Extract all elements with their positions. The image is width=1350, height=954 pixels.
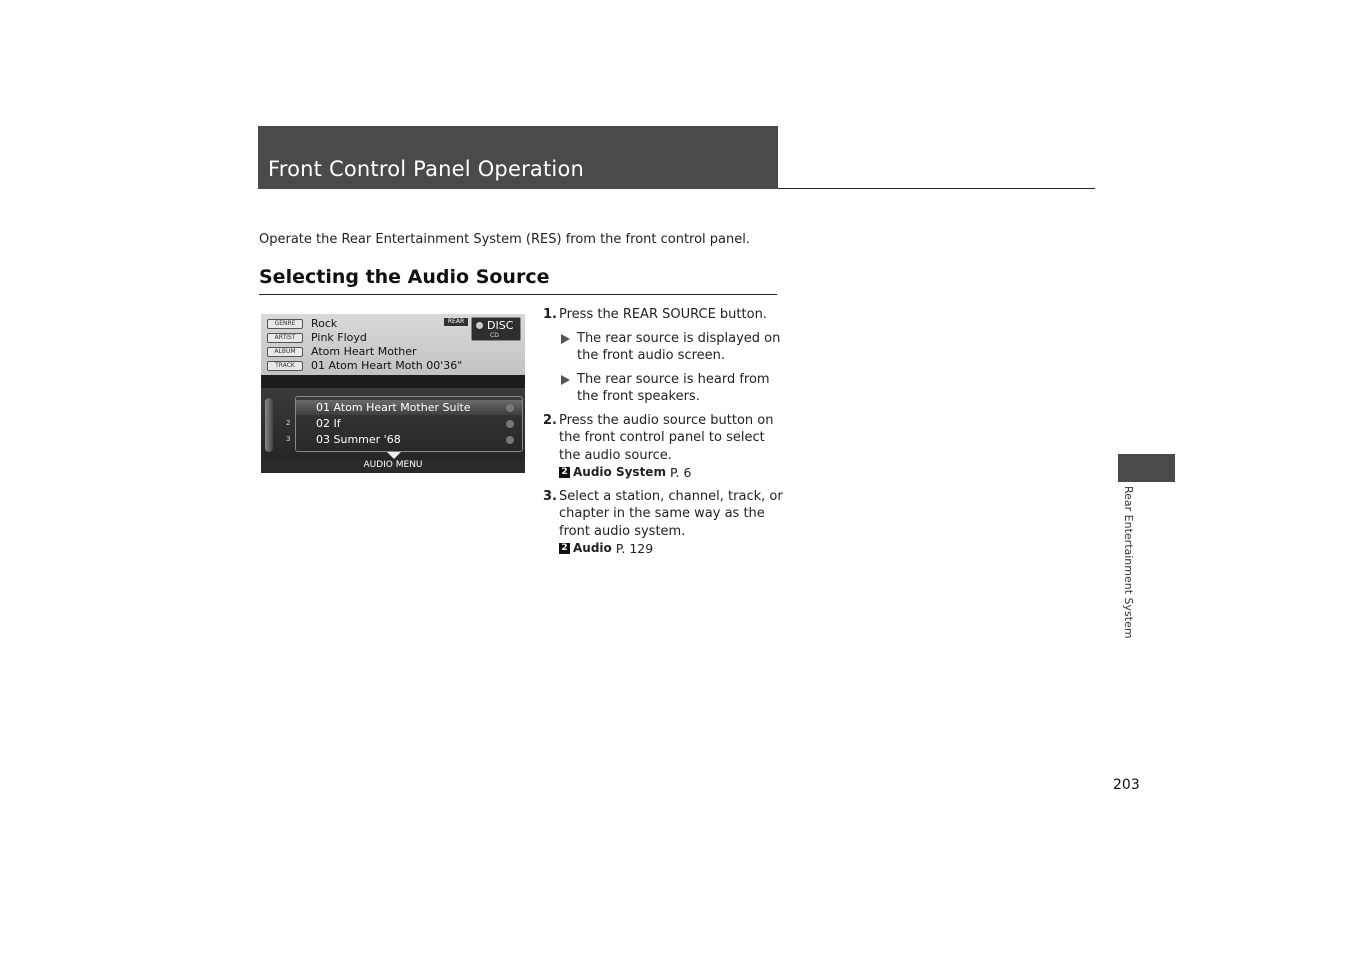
step-3 [543, 488, 783, 558]
track-dot-icon [506, 420, 514, 428]
triangle-right-icon [561, 334, 570, 344]
info-row-genre [267, 317, 337, 330]
track-row [286, 416, 522, 431]
info-tag: ALBUM [267, 347, 303, 357]
screen-info-panel [261, 314, 525, 375]
triangle-right-icon [561, 375, 570, 385]
track-title: 03 Summer '68 [316, 433, 401, 446]
disc-label: DISC [487, 319, 514, 332]
info-tag: ARTIST [267, 333, 303, 343]
info-value: Pink Floyd [311, 331, 367, 344]
info-row-artist [267, 331, 367, 344]
page-title: Front Control Panel Operation [268, 157, 585, 181]
xref-name: Audio [573, 541, 612, 555]
section-heading: Selecting the Audio Source [259, 266, 777, 295]
track-number: 2 [286, 419, 291, 427]
intro-text: Operate the Rear Entertainment System (RES) from the front control panel. [259, 232, 751, 247]
step-sub-item [559, 371, 783, 406]
track-row-selected [296, 400, 522, 415]
xref-page: P. 6 [669, 465, 692, 480]
step-number: 1. [543, 307, 557, 322]
track-number: 3 [286, 435, 291, 443]
sub-item-text: The rear source is heard from the front speakers. [577, 371, 770, 404]
info-row-album [267, 345, 417, 358]
step-number: 2. [543, 412, 557, 428]
track-list [286, 396, 523, 452]
step-text: Press the audio source button on the front control panel to select the audio source. [559, 412, 774, 463]
step-1 [543, 306, 783, 406]
title-bar [258, 126, 778, 189]
step-text: Press the REAR SOURCE button. [559, 307, 767, 322]
cross-reference-link[interactable] [559, 540, 783, 558]
screen-divider [261, 375, 525, 388]
step-2 [543, 412, 783, 482]
audio-screen-illustration [261, 314, 525, 473]
audio-menu-label: AUDIO MENU [363, 460, 423, 470]
track-title: 02 If [316, 417, 341, 430]
xref-page: P. 129 [615, 541, 654, 556]
reference-arrow-icon: 2 [559, 467, 570, 478]
info-value: Atom Heart Mother [311, 345, 417, 358]
disc-source-box [471, 317, 521, 341]
info-value: Rock [311, 317, 338, 330]
track-title: 01 Atom Heart Mother Suite [316, 401, 471, 414]
bezel-knob-icon [265, 398, 273, 452]
track-row [286, 432, 522, 447]
info-tag: TRACK [267, 361, 303, 371]
cross-reference-link[interactable] [559, 464, 783, 482]
chapter-tab-label: Rear Entertainment System [1122, 486, 1135, 639]
chapter-tab[interactable] [1118, 454, 1175, 482]
sub-item-text: The rear source is displayed on the front audio screen. [577, 330, 781, 363]
info-value: 01 Atom Heart Moth 00'36" [311, 359, 463, 372]
xref-name: Audio System [573, 465, 666, 479]
reference-arrow-icon: 2 [559, 543, 570, 554]
disc-icon [476, 322, 483, 329]
step-text: Select a station, channel, track, or chapter in the same way as the front audio system. [559, 488, 783, 539]
info-tag: GENRE [267, 319, 303, 329]
page-number: 203 [1113, 777, 1140, 793]
disc-sub-label: CD [490, 332, 499, 339]
down-arrow-icon [387, 452, 401, 459]
track-list-area [261, 388, 525, 460]
track-dot-icon [506, 436, 514, 444]
track-dot-icon [506, 404, 514, 412]
title-rule [778, 188, 1095, 189]
steps-list [543, 306, 783, 564]
step-sub-item [559, 330, 783, 365]
rear-badge: REAR [444, 318, 468, 326]
info-row-track [267, 359, 462, 372]
step-number: 3. [543, 488, 557, 504]
